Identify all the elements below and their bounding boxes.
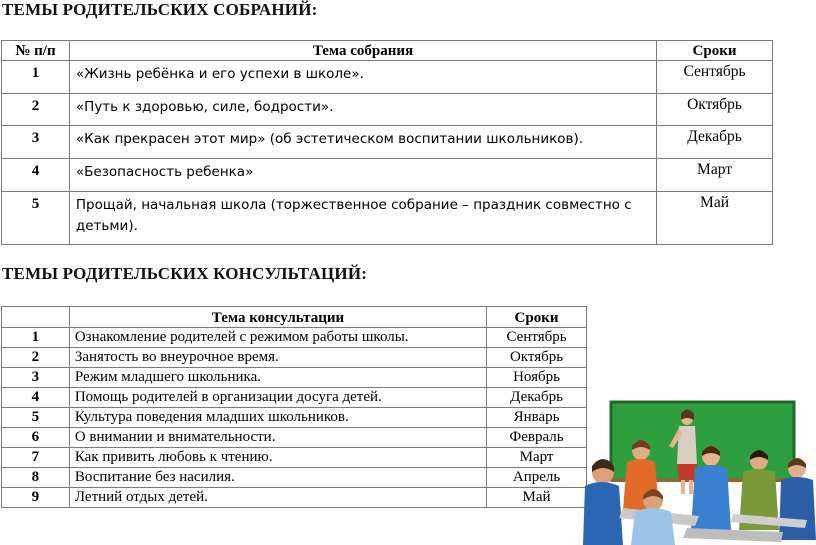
consultation-date: Январь	[487, 408, 587, 428]
table-row	[2, 408, 587, 428]
meetings-table	[1, 40, 773, 245]
row-number: 1	[2, 61, 70, 94]
consultations-header-num	[2, 307, 70, 328]
consultation-date: Декабрь	[487, 388, 587, 408]
consultation-date: Ноябрь	[487, 368, 587, 388]
meetings-header-date: Сроки	[657, 41, 773, 61]
row-number: 9	[2, 488, 70, 508]
table-row	[2, 159, 773, 192]
consultation-topic: Помощь родителей в организации досуга детей.	[69, 388, 486, 408]
consultation-date: Апрель	[487, 468, 587, 488]
table-row	[2, 126, 773, 159]
consultation-date: Октябрь	[487, 348, 587, 368]
desk	[683, 528, 783, 542]
consultation-topic: Режим младшего школьника.	[69, 368, 486, 388]
consultation-topic: Летний отдых детей.	[69, 488, 486, 508]
meeting-topic: «Жизнь ребёнка и его успехи в школе».	[69, 61, 656, 94]
row-number: 3	[2, 126, 70, 159]
consultation-topic: Занятость во внеурочное время.	[69, 348, 486, 368]
table-row	[2, 328, 587, 348]
row-number: 5	[2, 192, 70, 245]
meeting-topic: «Как прекрасен этот мир» (об эстетическом воспитании школьников).	[69, 126, 656, 159]
row-number: 2	[2, 348, 70, 368]
meetings-header-row	[2, 41, 773, 61]
table-row	[2, 61, 773, 94]
consultations-table	[1, 306, 587, 508]
consultation-date: Сентябрь	[487, 328, 587, 348]
table-row	[2, 94, 773, 126]
consultations-header-topic: Тема консультации	[69, 307, 486, 328]
table-row	[2, 428, 587, 448]
meeting-date: Декабрь	[657, 126, 773, 159]
consultation-topic: Ознакомление родителей с режимом работы школы.	[69, 328, 486, 348]
table-row	[2, 448, 587, 468]
row-number: 1	[2, 328, 70, 348]
meeting-date: Май	[657, 192, 773, 245]
consultation-date: Май	[487, 488, 587, 508]
consultation-topic: Как привить любовь к чтению.	[69, 448, 486, 468]
meetings-header-num: № п/п	[2, 41, 70, 61]
meeting-topic: «Безопасность ребенка»	[69, 159, 656, 192]
table-row	[2, 192, 773, 245]
row-number: 4	[2, 159, 70, 192]
row-number: 3	[2, 368, 70, 388]
table-row	[2, 488, 587, 508]
consultation-date: Март	[487, 448, 587, 468]
consultations-heading: ТЕМЫ РОДИТЕЛЬСКИХ КОНСУЛЬТАЦИЙ:	[2, 264, 368, 283]
meetings-heading: ТЕМЫ РОДИТЕЛЬСКИХ СОБРАНИЙ:	[2, 0, 318, 19]
meeting-topic: «Путь к здоровью, силе, бодрости».	[69, 94, 656, 126]
meetings-header-topic: Тема собрания	[69, 41, 656, 61]
meeting-topic: Прощай, начальная школа (торжественное собрание – праздник совместно с детьми).	[69, 192, 656, 245]
consultations-header-row	[2, 307, 587, 328]
table-row	[2, 388, 587, 408]
consultations-header-date: Сроки	[487, 307, 587, 328]
meeting-date: Март	[657, 159, 773, 192]
table-row	[2, 368, 587, 388]
consultation-topic: Культура поведения младших школьников.	[69, 408, 486, 428]
consultation-topic: Воспитание без насилия.	[69, 468, 486, 488]
meeting-date: Октябрь	[657, 94, 773, 126]
row-number: 7	[2, 448, 70, 468]
classroom-meeting-illustration	[583, 390, 816, 545]
row-number: 6	[2, 428, 70, 448]
consultation-date: Февраль	[487, 428, 587, 448]
row-number: 4	[2, 388, 70, 408]
table-row	[2, 348, 587, 368]
row-number: 5	[2, 408, 70, 428]
meeting-date: Сентябрь	[657, 61, 773, 94]
consultation-topic: О внимании и внимательности.	[69, 428, 486, 448]
row-number: 2	[2, 94, 70, 126]
table-row	[2, 468, 587, 488]
row-number: 8	[2, 468, 70, 488]
